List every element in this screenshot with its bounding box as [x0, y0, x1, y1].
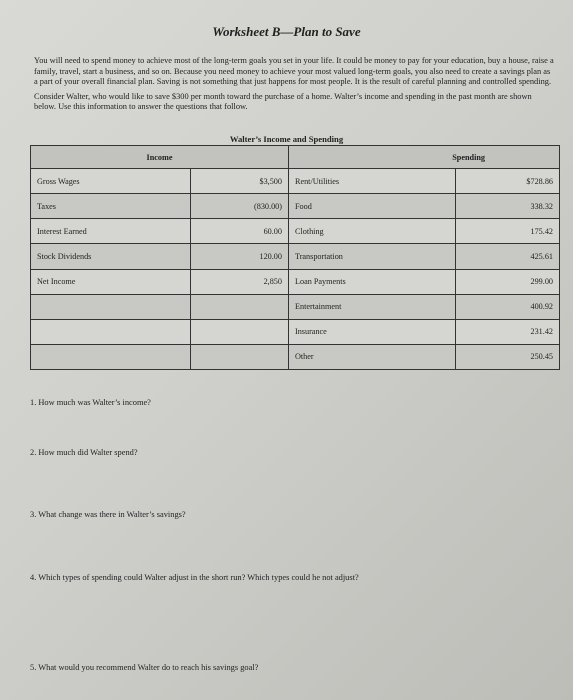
- table-row: [31, 219, 560, 244]
- income-label: Gross Wages: [31, 169, 191, 194]
- question-1: 1. How much was Walter’s income?: [30, 398, 151, 407]
- worksheet-title: Worksheet B—Plan to Save: [212, 24, 361, 39]
- spending-label: Clothing: [288, 219, 455, 244]
- question-2: 2. How much did Walter spend?: [30, 448, 138, 457]
- table-row: [31, 319, 560, 344]
- income-value: [191, 294, 289, 319]
- spending-value: 425.61: [456, 244, 560, 269]
- spending-value: $728.86: [456, 169, 560, 194]
- table-row: [31, 169, 560, 194]
- question-4: 4. Which types of spending could Walter adjust in the short run? Which types could he not adjust?: [30, 573, 359, 582]
- spending-label: Food: [288, 194, 455, 219]
- income-label: [31, 319, 191, 344]
- table-row: [31, 244, 560, 269]
- income-value: 120.00: [191, 244, 289, 269]
- table-row: [31, 269, 560, 294]
- spending-value: 175.42: [456, 219, 560, 244]
- income-value: [191, 344, 289, 369]
- table-header-row: [31, 146, 560, 169]
- income-label: [31, 294, 191, 319]
- income-value: 2,850: [191, 269, 289, 294]
- income-label: Net Income: [31, 269, 191, 294]
- intro-text: [34, 56, 554, 117]
- income-value: (830.00): [191, 194, 289, 219]
- spending-label: Transportation: [288, 244, 455, 269]
- income-label: [31, 344, 191, 369]
- table-row: [31, 194, 560, 219]
- intro-paragraph-1: You will need to spend money to achieve most of the long-term goals you set in your life. It could be money to pay for your education, buy a house, raise a family, travel, start a business, and so on. Because you need money to achieve your most valued long-term goals, you also need to create a savings plan as a part of your overall financial plan. Saving is not something that just happens for most people. It is the result of careful planning and controlled spending.: [34, 56, 554, 86]
- income-label: Interest Earned: [31, 219, 191, 244]
- intro-paragraph-2: Consider Walter, who would like to save $300 per month toward the purchase of a home. Walter’s income and spending in the past month are shown below. Use this information to answer the questions that follow.: [34, 91, 532, 111]
- spending-label: Loan Payments: [288, 269, 455, 294]
- spending-label: Insurance: [288, 319, 455, 344]
- income-header: Income: [31, 146, 289, 169]
- income-value: $3,500: [191, 169, 289, 194]
- spending-header: Spending: [288, 146, 559, 169]
- income-value: [191, 319, 289, 344]
- spending-value: 231.42: [456, 319, 560, 344]
- income-spending-table: [30, 145, 560, 370]
- table-title: Walter’s Income and Spending: [229, 134, 344, 144]
- table-row: [31, 344, 560, 369]
- question-3: 3. What change was there in Walter’s savings?: [30, 510, 186, 519]
- spending-value: 338.32: [456, 194, 560, 219]
- income-label: Taxes: [31, 194, 191, 219]
- spending-label: Rent/Utilities: [288, 169, 455, 194]
- spending-label: Entertainment: [288, 294, 455, 319]
- income-label: Stock Dividends: [31, 244, 191, 269]
- spending-label: Other: [288, 344, 455, 369]
- spending-value: 400.92: [456, 294, 560, 319]
- question-5: 5. What would you recommend Walter do to reach his savings goal?: [30, 663, 259, 672]
- spending-value: 299.00: [456, 269, 560, 294]
- table-row: [31, 294, 560, 319]
- income-value: 60.00: [191, 219, 289, 244]
- spending-value: 250.45: [456, 344, 560, 369]
